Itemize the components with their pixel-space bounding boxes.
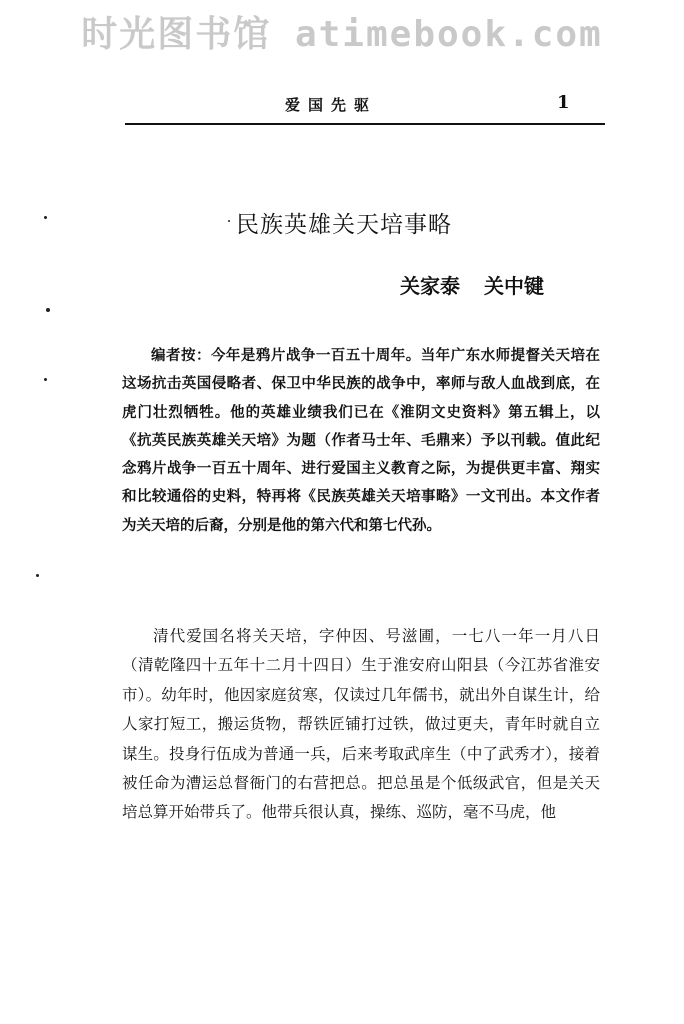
scan-speck <box>36 574 39 577</box>
page-number: 1 <box>557 92 570 113</box>
body-paragraph: 清代爱国名将关天培，字仲因、号滋圃，一七八一年一月八日（清乾隆四十五年十二月十四日）生于淮安府山阳县（今江苏省淮安市）。幼年时，他因家庭贫寒，仅读过几年儒书，就出外自谋生计，给人家打短工，搬运货物，帮铁匠铺打过铁，做过更夫，青年时就自立谋生。投身行伍成为普通一兵，后来考取武庠生（中了武秀才），接着被任命为漕运总督衙门的右营把总。把总虽是个低级武官，但是关天培总算开始带兵了。他带兵很认真，操练、巡防，毫不马虎，他 <box>122 627 600 822</box>
article-title: 民族英雄关天培事略 <box>236 212 452 238</box>
author-1: 关家泰 <box>400 274 460 298</box>
section-name: 爱国先驱 <box>285 96 378 114</box>
watermark: 时光图书馆 atimebook.com <box>81 14 603 55</box>
editor-note-label: 编者按： <box>151 347 211 364</box>
header-rule <box>125 123 605 125</box>
scan-speck <box>44 216 47 219</box>
author-2: 关中键 <box>484 274 544 298</box>
scan-speck <box>44 378 47 381</box>
authors <box>400 270 568 299</box>
scan-speck <box>228 220 230 222</box>
editor-note <box>122 342 600 540</box>
editor-note-text: 今年是鸦片战争一百五十周年。当年广东水师提督关天培在这场抗击英国侵略者、保卫中华民族的战争中，率师与敌人血战到底，在虎门壮烈牺牲。他的英雄业绩我们已在《淮阴文史资料》第五辑上，以《抗英民族英雄关天培》为题（作者马士年、毛鼎来）予以刊载。值此纪念鸦片战争一百五十周年、进行爱国主义教育之际，为提供更丰富、翔实和比较通俗的史料，特再将《民族英雄关天培事略》一文刊出。本文作者为关天培的后裔，分别是他的第六代和第七代孙。 <box>122 347 601 534</box>
scan-speck <box>46 308 50 312</box>
running-header <box>125 92 605 120</box>
